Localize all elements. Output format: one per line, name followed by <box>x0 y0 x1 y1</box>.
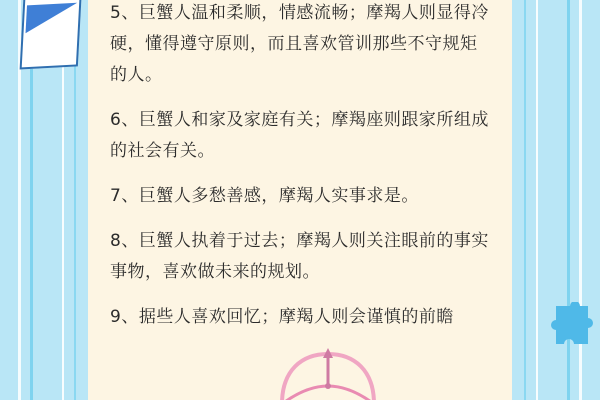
puzzle-piece-icon <box>550 302 594 348</box>
decor-stripe-right-3 <box>536 0 538 400</box>
content-card <box>88 0 512 400</box>
paragraph-7: 7、巨蟹人多愁善感，摩羯人实事求是。 <box>110 186 419 206</box>
paragraph-6: 6、巨蟹人和家及家庭有关；摩羯座则跟家所组成的社会有关。 <box>110 110 489 161</box>
paragraph-8: 8、巨蟹人执着于过去；摩羯人则关注眼前的事实事物，喜欢做未来的规划。 <box>110 231 489 282</box>
folded-paper-corner-icon <box>20 0 83 69</box>
paragraph-5: 5、巨蟹人温和柔顺，情感流畅；摩羯人则显得冷硬，懂得遵守原则，而且喜欢管训那些不守规矩的人。 <box>110 3 489 85</box>
content-card-body <box>110 0 490 333</box>
paragraph-9: 9、据些人喜欢回忆；摩羯人则会谨慎的前瞻 <box>110 307 454 327</box>
decor-stripe-right-4 <box>524 0 526 400</box>
